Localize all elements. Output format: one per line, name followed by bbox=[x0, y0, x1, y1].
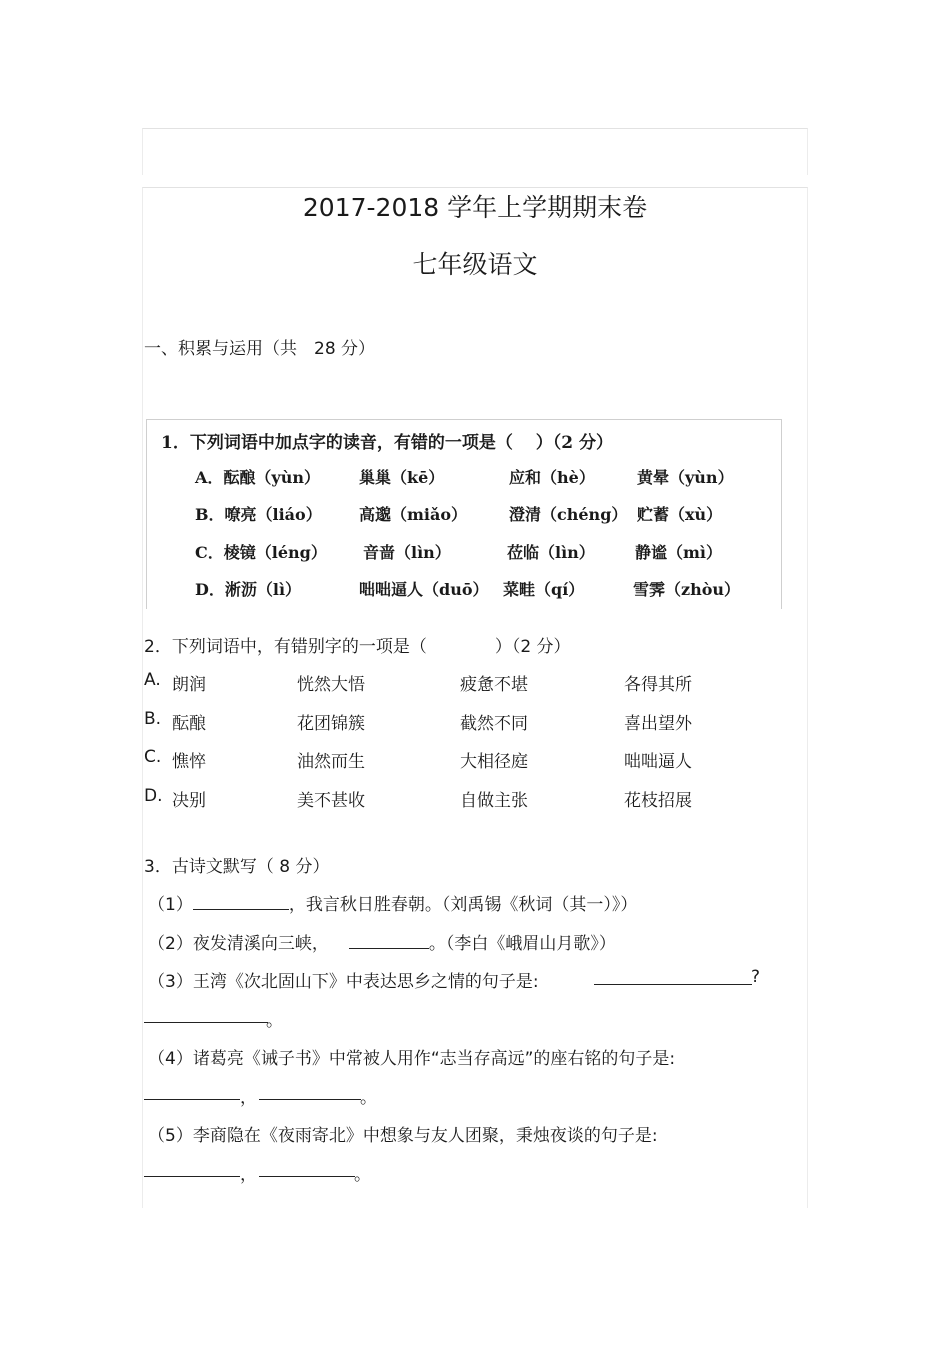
q2-option-b-4: 喜出望外 bbox=[624, 714, 692, 734]
q1-option-a-3: 应和（hè） bbox=[509, 468, 595, 487]
q3-item-5-blank-1[interactable] bbox=[144, 1176, 240, 1177]
q2-option-c-4: 咄咄逼人 bbox=[624, 752, 692, 772]
q1-option-a-2: 巢巢（kē） bbox=[359, 468, 445, 487]
q3-item-2-prefix: （2）夜发清溪向三峡， bbox=[148, 934, 329, 954]
q1-option-c-4: 静谧（mì） bbox=[635, 543, 723, 562]
q3-item-3-blank-2[interactable] bbox=[144, 1022, 268, 1023]
q2-option-b-letter: B. bbox=[144, 709, 162, 729]
q1-option-b-3: 澄清（chéng） bbox=[509, 505, 628, 524]
q2-option-c-1: 憔悴 bbox=[172, 752, 206, 772]
q3-item-3-text: （3）王湾《次北固山下》中表达思乡之情的句子是: bbox=[148, 972, 539, 992]
q3-item-1-suffix: ，我言秋日胜春朝。（刘禹锡《秋词（其一）》） bbox=[288, 895, 638, 915]
q3-item-5-period: 。 bbox=[354, 1165, 371, 1185]
q1-option-a-4: 黄晕（yùn） bbox=[637, 468, 734, 487]
q2-option-d-4: 花枝招展 bbox=[624, 791, 692, 811]
q2-option-a-1: 朗润 bbox=[172, 675, 206, 695]
q3-item-5-text: （5）李商隐在《夜雨寄北》中想象与友人团聚，秉烛夜谈的句子是: bbox=[148, 1126, 658, 1146]
q3-item-5-comma: ， bbox=[240, 1165, 257, 1185]
q3-item-3-blank-1[interactable] bbox=[594, 984, 752, 985]
question-2-text: 2．下列词语中，有错别字的一项是（ ）（2 分） bbox=[144, 637, 571, 657]
q3-item-4-text: （4）诸葛亮《诫子书》中常被人用作“志当存高远”的座右铭的句子是: bbox=[148, 1049, 676, 1069]
q2-option-c-2: 油然而生 bbox=[297, 752, 365, 772]
q3-item-3-question-mark: ? bbox=[751, 967, 761, 987]
question-3-text: 3．古诗文默写（ 8 分） bbox=[144, 857, 330, 877]
q1-option-d-2: 咄咄逼人（duō） bbox=[359, 580, 489, 599]
q3-item-2 bbox=[148, 929, 616, 954]
q3-item-4-comma: ， bbox=[240, 1088, 257, 1108]
q1-option-d-3: 菜畦（qí） bbox=[503, 580, 585, 599]
q3-item-1 bbox=[148, 890, 637, 915]
q1-option-d-4: 雪霁（zhòu） bbox=[633, 580, 741, 599]
q1-option-c-3: 莅临（lìn） bbox=[507, 543, 595, 562]
q1-option-b-4: 贮蓄（xù） bbox=[637, 505, 723, 524]
q3-item-4-blank-2[interactable] bbox=[259, 1099, 361, 1100]
q1-option-c-1: C．棱镜（léng） bbox=[195, 543, 327, 562]
q2-option-a-letter: A. bbox=[144, 670, 161, 690]
q2-option-b-1: 酝酿 bbox=[172, 714, 206, 734]
q2-option-d-1: 决别 bbox=[172, 791, 206, 811]
q2-option-b-3: 截然不同 bbox=[460, 714, 528, 734]
q2-option-a-3: 疲惫不堪 bbox=[460, 675, 528, 695]
q1-option-b-2: 高邈（miǎo） bbox=[359, 505, 468, 524]
q1-option-c-2: 音啬（lìn） bbox=[363, 543, 451, 562]
q3-item-1-blank[interactable] bbox=[193, 895, 289, 910]
q2-option-d-3: 自做主张 bbox=[460, 791, 528, 811]
exam-subtitle: 七年级语文 bbox=[412, 250, 538, 279]
question-1-box bbox=[146, 419, 782, 609]
q3-item-4-blank-1[interactable] bbox=[144, 1099, 240, 1100]
page-frame-top bbox=[142, 128, 808, 175]
q2-option-a-2: 恍然大悟 bbox=[297, 675, 365, 695]
question-1-text: 1．下列词语中加点字的读音，有错的一项是（ ）（2 分） bbox=[161, 433, 613, 453]
q3-item-2-blank[interactable] bbox=[349, 934, 429, 949]
section-1-heading: 一、积累与运用（共 28 分） bbox=[144, 339, 376, 359]
q1-option-b-1: B．嘹亮（liáo） bbox=[195, 505, 322, 524]
q3-item-1-prefix: （1） bbox=[148, 895, 193, 915]
q1-option-a-1: A．酝酿（yùn） bbox=[195, 468, 320, 487]
q3-item-4-period: 。 bbox=[360, 1088, 377, 1108]
q3-item-5-blank-2[interactable] bbox=[259, 1176, 355, 1177]
q2-option-a-4: 各得其所 bbox=[624, 675, 692, 695]
q3-item-2-suffix: 。（李白《峨眉山月歌》） bbox=[428, 934, 616, 954]
q2-option-d-letter: D. bbox=[144, 786, 163, 806]
q2-option-c-3: 大相径庭 bbox=[460, 752, 528, 772]
q2-option-b-2: 花团锦簇 bbox=[297, 714, 365, 734]
q2-option-c-letter: C. bbox=[144, 747, 162, 767]
exam-title: 2017-2018 学年上学期期末卷 bbox=[302, 193, 648, 222]
q2-option-d-2: 美不甚收 bbox=[297, 791, 365, 811]
q1-option-d-1: D．淅沥（lì） bbox=[195, 580, 302, 599]
q3-item-3-period: 。 bbox=[266, 1011, 283, 1031]
